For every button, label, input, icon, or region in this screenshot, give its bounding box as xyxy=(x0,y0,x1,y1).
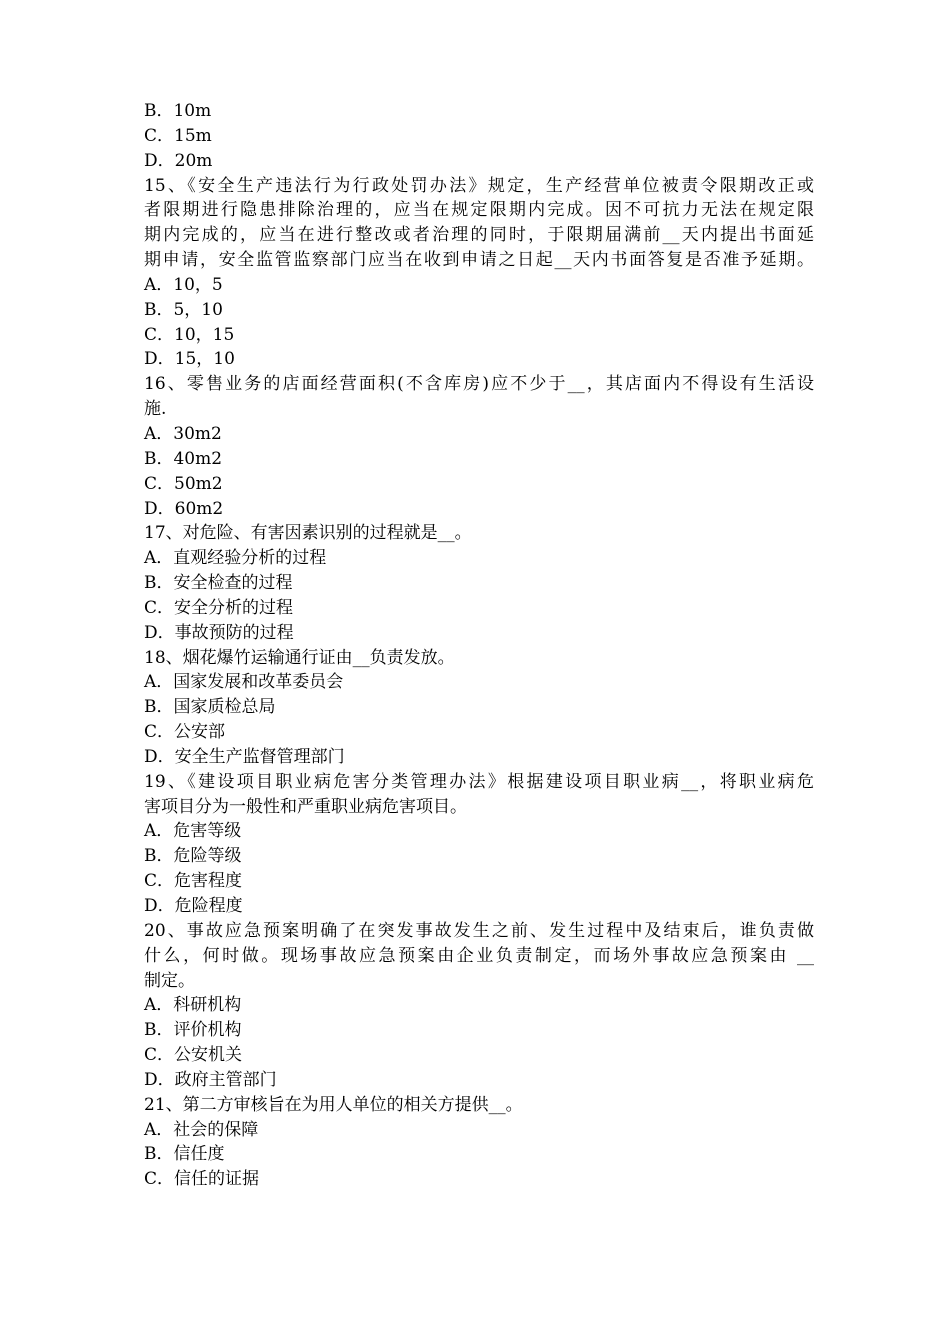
option-21-a: A．社会的保障 xyxy=(144,1119,259,1140)
option-19-b: B．危险等级 xyxy=(144,846,242,867)
option-15-c: C．10，15 xyxy=(144,324,235,345)
option-15-d: D．15，10 xyxy=(144,349,235,370)
question-17: 17、对危险、有害因素识别的过程就是__。 xyxy=(144,523,472,544)
option-17-d: D．事故预防的过程 xyxy=(144,622,294,643)
option-17-b: B．安全检查的过程 xyxy=(144,573,293,594)
question-20-line-1: 20、事故应急预案明确了在突发事故发生之前、发生过程中及结束后，谁负责做 xyxy=(144,920,814,941)
question-18: 18、烟花爆竹运输通行证由__负责发放。 xyxy=(144,647,455,668)
option-19-d: D．危险程度 xyxy=(144,896,243,916)
question-16-line-1: 16、零售业务的店面经营面积(不含库房)应不少于__，其店面内不得设有生活设 xyxy=(144,374,814,395)
option-20-d: D．政府主管部门 xyxy=(144,1069,277,1090)
option-16-d: D．60m2 xyxy=(144,498,224,519)
option-15-b: B．5，10 xyxy=(144,299,223,320)
question-15-line-3: 期内完成的，应当在进行整改或者治理的同时，于限期届满前__天内提出书面延 xyxy=(144,225,814,246)
option-15-b: B．10m xyxy=(144,101,212,121)
option-20-a: A．科研机构 xyxy=(144,995,242,1016)
question-21: 21、第二方审核旨在为用人单位的相关方提供__。 xyxy=(144,1094,523,1115)
option-18-c: C．公安部 xyxy=(144,722,226,743)
question-19-line-1: 19、《建设项目职业病危害分类管理办法》根据建设项目职业病__，将职业病危 xyxy=(144,771,814,792)
option-20-b: B．评价机构 xyxy=(144,1020,242,1041)
option-19-a: A．危害等级 xyxy=(144,821,242,842)
option-15-a: A．10，5 xyxy=(144,274,223,295)
option-17-c: C．安全分析的过程 xyxy=(144,597,294,618)
option-16-a: A．30m2 xyxy=(144,423,222,444)
document-page xyxy=(144,99,814,1192)
option-18-b: B．国家质检总局 xyxy=(144,697,276,718)
question-20-line-3: 制定。 xyxy=(144,970,195,991)
option-18-d: D．安全生产监督管理部门 xyxy=(144,746,345,767)
question-15-line-1: 15、《安全生产违法行为行政处罚办法》规定，生产经营单位被责令限期改正或 xyxy=(144,175,814,196)
option-17-a: A．直观经验分析的过程 xyxy=(144,548,327,569)
question-20-line-2: 什么，何时做。现场事故应急预案由企业负责制定，而场外事故应急预案由 __ xyxy=(144,945,814,966)
question-15-line-2: 者限期进行隐患排除治理的，应当在规定限期内完成。因不可抗力无法在规定限 xyxy=(144,200,814,221)
option-18-a: A．国家发展和改革委员会 xyxy=(144,672,344,693)
option-19-c: C．危害程度 xyxy=(144,871,243,892)
option-15-d: D．20m xyxy=(144,150,213,171)
option-15-c: C．15m xyxy=(144,125,212,146)
question-16-line-2: 施. xyxy=(144,399,167,420)
question-19-line-2: 害项目分为一般性和严重职业病危害项目。 xyxy=(144,796,467,817)
option-20-c: C．公安机关 xyxy=(144,1045,243,1066)
option-16-c: C．50m2 xyxy=(144,473,223,494)
option-21-b: B．信任度 xyxy=(144,1144,225,1165)
question-15-line-4: 期申请，安全监管监察部门应当在收到申请之日起__天内书面答复是否准予延期。 xyxy=(144,250,814,271)
option-21-c: C．信任的证据 xyxy=(144,1169,260,1190)
option-16-b: B．40m2 xyxy=(144,448,223,469)
